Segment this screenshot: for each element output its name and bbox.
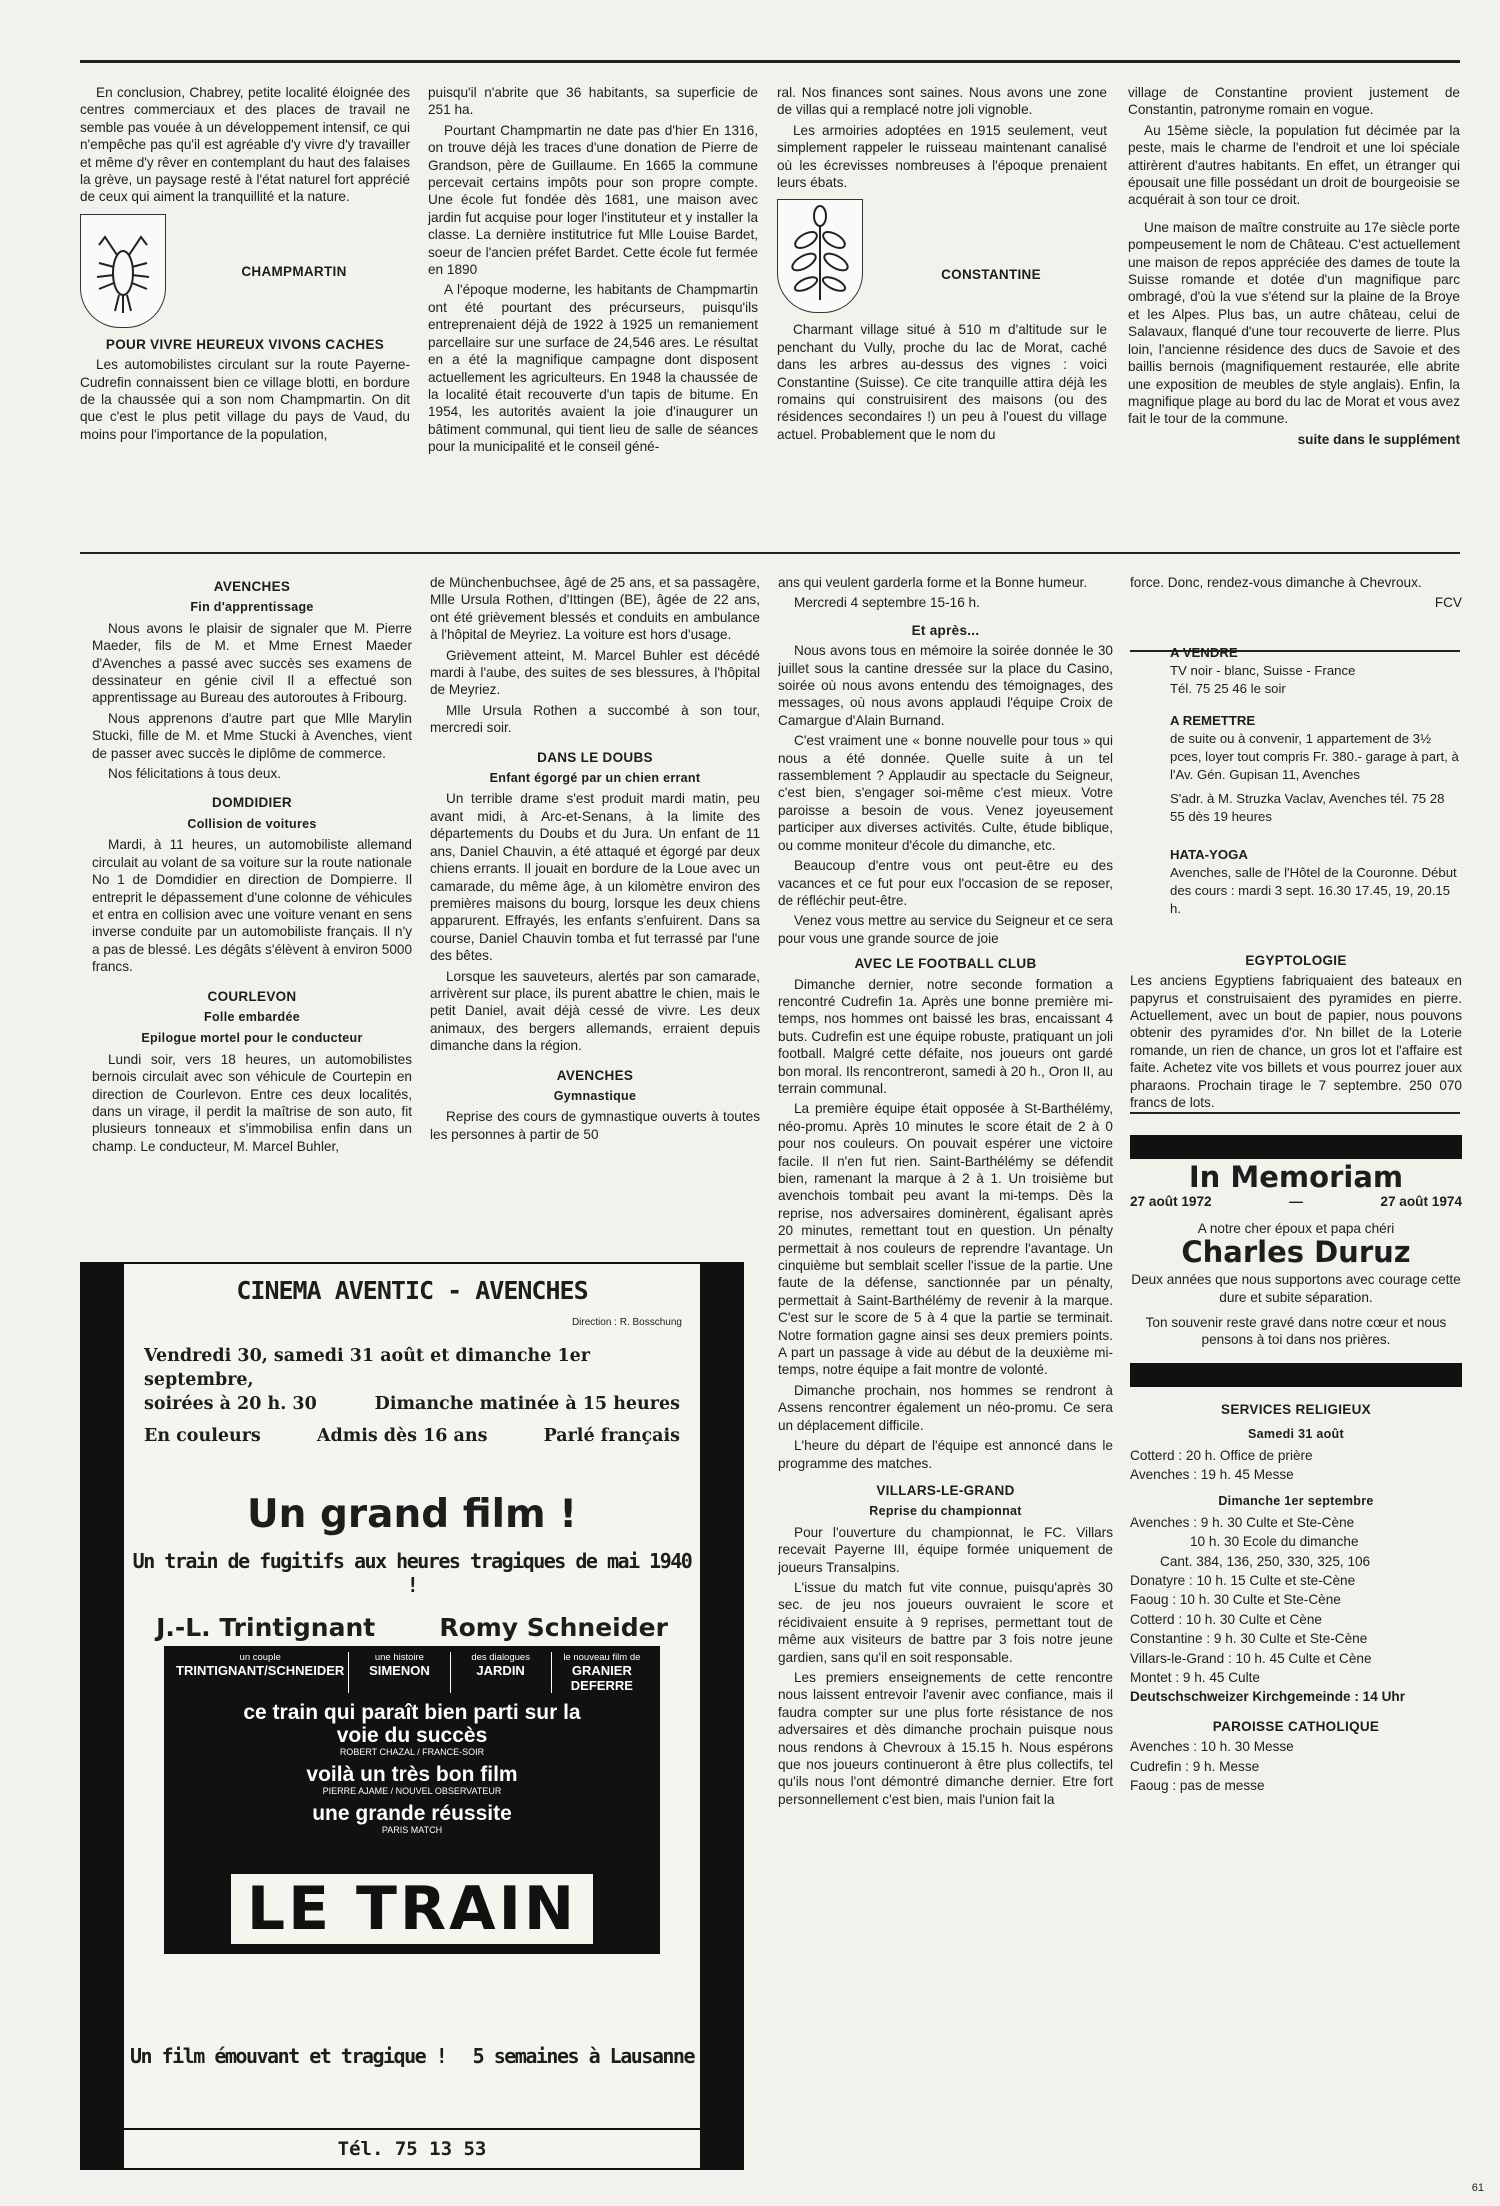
- memoriam-dash: —: [1289, 1193, 1303, 1209]
- constantine-p3: Une maison de maître construite au 17e siècle porte pompeusement le nom de Château. C'est actuellement une maison de repos appréciée des dames de toute la Suisse romande et dotée d'un magnifique parc ombragé, d'où la vue s'étend sur la plaine de la Broye et les Alpes. Plus bas, un autre château, celui de Salavaux, flanqué d'une tour recouverte de lierre. Plus loin, l'ancienne résidence des ducs de Savoie et des baillis bernois (magnifiquement restaurée, elle abrite une exposition de meubles de style anglais). Enfin, la magnifique plage au bord du lac de Morat et vous avez fait le tour de la commune.: [1128, 219, 1460, 427]
- courlevon-p4: Mlle Ursula Rothen a succombé à son tour, mercredi soir.: [430, 702, 760, 736]
- service-3: Avenches : 9 h. 30 Culte et Ste-Cène: [1130, 1514, 1355, 1530]
- constantine-intro: Charmant village situé à 510 m d'altitude sur le penchant du Vully, proche du lac de Morat, caché dans les arbres au-dessus des vignes : voici Constantine (Suisse). Ce cite tranquille attira déjà les romains qui construisirent des maisons (ou des résidences secondaires !) un peu à l'ouest du village actuel. Probablement que le nom du: [777, 322, 1107, 442]
- credit-histoire-name: SIMENON: [369, 1663, 430, 1678]
- et-apres-p3: Beaucoup d'entre vous ont peut-être eu des vacances et ce fut pour eux l'occasion de se reposer, de réfléchir peut-être.: [778, 858, 1113, 908]
- ad-a-vendre-text: TV noir - blanc, Suisse - France: [1170, 662, 1356, 678]
- service-2: Avenches : 19 h. 45 Messe: [1130, 1466, 1294, 1482]
- champmartin-headline: POUR VIVRE HEUREUX VIVONS CACHES: [105, 336, 385, 352]
- credit-realisateur-label: le nouveau film de: [563, 1652, 641, 1663]
- courlevon-p3: Grièvement atteint, M. Marcel Buhler est décédé mardi à l'aube, des suites de ses blessures, à l'hôpital de Meyriez.: [430, 647, 760, 698]
- doubs-heading: DANS LE DOUBS: [537, 749, 653, 765]
- courlevon-heading: COURLEVON: [207, 988, 297, 1004]
- villars-end: force. Donc, rendez-vous dimanche à Chevroux.: [1130, 575, 1422, 590]
- top-column-3: [777, 84, 1107, 539]
- service-6: Donatyre : 10 h. 15 Culte et ste-Cène: [1130, 1572, 1356, 1588]
- service-4: 10 h. 30 Ecole du dimanche: [1190, 1534, 1359, 1550]
- constantine-crest-row: [777, 199, 1107, 313]
- gym-p2: ans qui veulent garderla forme et la Bonne humeur.: [778, 575, 1088, 590]
- ad-a-remettre: [1170, 712, 1462, 826]
- services-dimanche: Dimanche 1er septembre: [1218, 1494, 1374, 1509]
- champmartin-p2: Pourtant Champmartin ne date pas d'hier En 1316, on trouve déjà les traces d'une donation de Pierre de Grandson, père de Guillaume. En 1665 la commune percevait certains impôts pour son propre compte. Une école fut fondée dès 1681, une maison avec jardin fut acquise pour loger l'instituteur et y installer la classe. La dernière institutrice fut Mlle Louise Bardet, soeur de l'ancien préfet Bardet. Cette école fut fermée en 1890: [428, 122, 758, 278]
- credit-dialogues-label: des dialogues: [471, 1652, 530, 1663]
- service-8: Cotterd : 10 h. 30 Culte et Cène: [1130, 1611, 1322, 1627]
- ad-actors: [124, 1613, 700, 1642]
- credit-realisateur: [552, 1652, 652, 1693]
- dates-langue: Parlé français: [543, 1426, 680, 1446]
- chabrey-conclusion: En conclusion, Chabrey, petite localité éloignée des centres commerciaux et des places de travail ne semble pas vouée à un développement intensif, ce qui n'empêche pas qu'il est agréable d'y vivre d'y travailler et même d'y rêver en contemplant du haut des falaises la grève, un paysage resté à l'état naturel fort apprécié de ceux qui aiment la tranquillité et la nature.: [80, 85, 410, 205]
- avenches-subheading: Fin d'apprentissage: [190, 600, 314, 615]
- ad-a-vendre: [1170, 644, 1462, 698]
- gym-subheading: Gymnastique: [553, 1088, 637, 1103]
- football-heading: AVEC LE FOOTBALL CLUB: [854, 956, 1037, 972]
- service-10: Villars-le-Grand : 10 h. 45 Culte et Cène: [1130, 1650, 1372, 1666]
- domdidier-p1: Mardi, à 11 heures, un automobiliste allemand circulait au volant de sa voiture sur la route nationale No 1 de Domdidier en direction de Dompierre. Il entreprit le dépassement d'une colonne de véhicules et entra en collision avec une voiture venant en sens inverse conduite par un automobiliste français. Il n'y a pas de blessé. Les dégâts s'élèvent à environ 5000 francs.: [92, 837, 412, 975]
- poster-credits: [164, 1646, 660, 1697]
- credit-dialogues-name: JARDIN: [476, 1663, 525, 1678]
- actor-2: Romy Schneider: [439, 1613, 668, 1642]
- dates-couleurs: En couleurs: [144, 1426, 261, 1446]
- egyptologie-heading: EGYPTOLOGIE: [1245, 952, 1347, 968]
- service-7: Faoug : 10 h. 30 Culte et Ste-Cène: [1130, 1592, 1341, 1608]
- ad-a-remettre-contact: S'adr. à M. Struzka Vaclav, Avenches tél. 75 28 55 dès 19 heures: [1170, 790, 1445, 824]
- quote-1-source: ROBERT CHAZAL / FRANCE-SOIR: [339, 1747, 485, 1757]
- credit-histoire-label: une histoire: [374, 1652, 424, 1663]
- villars-p1: Pour l'ouverture du championnat, le FC. Villars recevait Payerne III, équipe formée uniquement de joueurs Transalpins.: [778, 1524, 1113, 1575]
- doubs-p1: Un terrible drame s'est produit mardi matin, peu avant midi, à Arc-et-Senans, à la limite des départements du Doubs et du Jura. Un enfant de 11 ans, Daniel Chauvin, a été attaqué et égorgé par deux chiens errants. Il jouait en bordure de la Loue avec un camarade, du même âge, à un kilomètre environ des premières maisons du bourg, lorsque les deux chiens apparurent. Effrayés, les enfants s'enfuirent. Dans sa course, Daniel Chauvin tomba et fut terrassé par l'une des bêtes.: [430, 791, 760, 964]
- ad-footer: [124, 2044, 700, 2068]
- gym-schedule: Mercredi 4 septembre 15-16 h.: [794, 595, 980, 611]
- bottom-column-4: [1130, 574, 1462, 2174]
- ad-footer-left: Un film émouvant et tragique !: [130, 2044, 447, 2068]
- dates-line-3: [144, 1424, 680, 1448]
- constantine-p1: village de Constantine provient justement de Constantin, patronyme romain en vogue.: [1128, 85, 1460, 118]
- memoriam-name: Charles Duruz: [1181, 1234, 1411, 1269]
- quote-3: une grande réussite: [312, 1802, 512, 1825]
- catholique-1: Avenches : 10 h. 30 Messe: [1130, 1739, 1294, 1755]
- film-title: [164, 1874, 660, 1944]
- avenches-heading: AVENCHES: [213, 579, 291, 594]
- doubs-p2: Lorsque les sauveteurs, alertés par son camarade, arrivèrent sur place, ils purent abattre le chien, mais le petit Daniel, avait déjà cessé de vivre. Les deux animaux, des bergers allemands, erraient depuis dimanche dans la région.: [430, 968, 760, 1054]
- top-column-2: [428, 84, 758, 539]
- champmartin-crest-row: [80, 214, 410, 328]
- ad-hata-yoga: [1170, 846, 1462, 918]
- memoriam-title: In Memoriam: [1188, 1160, 1404, 1195]
- courlevon-p1: Lundi soir, vers 18 heures, un automobilistes bernois circulait avec son véhicule de Courtepin en direction de Courlevon. Entre ces deux localités, dans un virage, il perdit la maîtrise de son auto, fit plusieurs tonneaux et s'immobilisa enfin dans un champ. Le conducteur, M. Marcel Buhler,: [92, 1051, 412, 1154]
- catholique-3: Faoug : pas de messe: [1130, 1778, 1265, 1794]
- et-apres-heading: Et après...: [911, 622, 980, 638]
- constantine-title: CONSTANTINE: [941, 267, 1041, 283]
- courlevon-subheading: Folle embardée: [204, 1009, 300, 1024]
- credit-realisateur-name: GRANIER DEFERRE: [570, 1663, 633, 1693]
- quote-1: ce train qui paraît bien parti sur la voie du succès: [243, 1701, 581, 1747]
- champmartin-title: CHAMPMARTIN: [241, 263, 347, 279]
- memoriam-bar-bottom: [1130, 1363, 1462, 1387]
- catholique-2: Cudrefin : 9 h. Messe: [1130, 1758, 1260, 1774]
- ad-footer-right: 5 semaines à Lausanne: [472, 2044, 694, 2068]
- ad-inner: [124, 1264, 700, 2168]
- cinema-phone: Tél. 75 13 53: [82, 2128, 742, 2168]
- services-samedi: Samedi 31 août: [1248, 1427, 1344, 1442]
- service-9: Constantine : 9 h. 30 Culte et Ste-Cène: [1130, 1631, 1368, 1647]
- ad-tagline: Un train de fugitifs aux heures tragiques de mai 1940 !: [132, 1549, 692, 1597]
- constantine-p2: Au 15ème siècle, la population fut décimée par la peste, mais le charme de l'endroit et une loi spéciale attirèrent d'autres habitants. En effet, un étranger qui épousait une fille possédant un droit de bourgeoisie se acquérait à son tour ce droit.: [1128, 122, 1460, 208]
- screening-dates: [124, 1328, 700, 1448]
- champmartin-armoiries: Les armoiries adoptées en 1915 seulement, veut simplement rappeler le ruisseau maintenant canalisé où les écrevisses nombreuses à l'époque prenaient leurs ébats.: [777, 122, 1107, 191]
- credit-dialogues: [451, 1652, 552, 1693]
- credit-couple-label: un couple: [239, 1652, 281, 1663]
- film-title-text: LE TRAIN: [231, 1874, 593, 1944]
- quote-2-source: PIERRE AJAME / NOUVEL OBSERVATEUR: [322, 1786, 502, 1796]
- memoriam-bar: [1130, 1135, 1462, 1159]
- domdidier-heading: DOMDIDIER: [212, 795, 292, 811]
- service-1: Cotterd : 20 h. Office de prière: [1130, 1447, 1313, 1463]
- et-apres-p1: Nous avons tous en mémoire la soirée donnée le 30 juillet sous la cantine dressée sur la place du Casino, soirée où nous avons entendu des témoignages, des messages, où nous avons applaudi l'équipe Croix de Camargue d'Alain Burnand.: [778, 643, 1113, 728]
- memoriam-date-2: 27 août 1974: [1380, 1193, 1462, 1209]
- credit-couple-names: TRINTIGNANT/SCHNEIDER: [176, 1663, 345, 1678]
- champmartin-crest-icon: [80, 214, 166, 328]
- football-p2: La première équipe était opposée à St-Barthélémy, néo-promu. Après 10 minutes le score était de 2 à 0 pour nos couleurs. On pouvait espérer une victoire facile. Il n'en fut rien. Saint-Barthélémy se défendit bien, ramenant la marque à 2 à 1. Un troisième but avenchois tombait peu avant la mi-temps. Dès la reprise, nos adversaires dominèrent, égalisant après 20 minutes, remettant tout en question. Un pénalty permettait à nos couleurs de reprendre l'avantage. Un cinquième but semblait sceller l'issue de la partie. Une faute de la défense, sanctionnée par un pénalty, permettait à Saint-Barthélémy de revenir à la marque. C'est sur le score de 5 à 4 que la partie se terminait. Notre formation gagne ainsi ses deux premiers points. A part un passage à vide au début de la deuxième mi-temps, notre équipe a fait montre de volonté.: [778, 1101, 1113, 1378]
- top-column-1: [80, 84, 410, 539]
- cinema-advertisement: [80, 1262, 744, 2170]
- cinema-name: CINEMA AVENTIC - AVENCHES: [236, 1276, 588, 1305]
- catholique-heading: PAROISSE CATHOLIQUE: [1212, 1718, 1380, 1734]
- ad-headline: Un grand film !: [246, 1492, 577, 1537]
- doubs-subheading: Enfant égorgé par un chien errant: [489, 771, 701, 786]
- ad-right-bar: [700, 1264, 742, 2168]
- bottom-column-1: [92, 574, 412, 1244]
- cinema-direction: Direction : R. Bosschung: [571, 1317, 682, 1328]
- et-apres-p2: C'est vraiment une « bonne nouvelle pour tous » qui nous a été donnée. Quelle suite à un tel rassemblement ? Applaudir au spectacle du Seigneur, c'est bien, s'engager soi-même c'est mieux. Votre paroisse a besoin de vous. Venez joyeusement participer aux diverses activités. Culte, étude biblique, ou comme moniteur d'école du dimanche, etc.: [778, 733, 1113, 853]
- ad-hata-yoga-title: HATA-YOGA: [1170, 846, 1248, 862]
- service-5: Cant. 384, 136, 250, 330, 325, 106: [1160, 1553, 1371, 1569]
- middle-rule: [80, 552, 1460, 554]
- quote-3-source: PARIS MATCH: [381, 1825, 443, 1835]
- avenches-p2: Nous apprenons d'autre part que Mlle Marylin Stucki, fille de M. et Mme Stucki à Avenches, vient de passer avec succès le diplôme de commerce.: [92, 710, 412, 761]
- gym-p1: Reprise des cours de gymnastique ouverts à toutes les personnes à partir de 50: [430, 1109, 760, 1142]
- services-heading: SERVICES RELIGIEUX: [1221, 1401, 1371, 1417]
- ad-left-bar: [82, 1264, 124, 2168]
- actor-1: J.-L. Trintignant: [156, 1613, 376, 1642]
- champmartin-end: ral. Nos finances sont saines. Nous avons une zone de villas qui a remplacé notre joli vignoble.: [777, 85, 1107, 118]
- egyptologie-text: Les anciens Egyptiens fabriquaient des bateaux en papyrus et construisaient des pyramides en pierre. Actuellement, avec un bout de papier, nous pouvons obtenir des pyramides d'or. Nn billet de la Loterie romande, un rien de chance, un gros lot et l'affaire est faite. Achetez vite vos billets et vous pourrez jouer aux pharaons. Prochain tirage le 7 septembre. 250 070 francs de lots.: [1130, 973, 1462, 1111]
- dates-matinee: Dimanche matinée à 15 heures: [374, 1394, 680, 1414]
- memoriam-dedication: A notre cher époux et papa chéri: [1197, 1221, 1395, 1237]
- villars-subheading: Reprise du championnat: [869, 1504, 1022, 1519]
- ad-a-vendre-tel: Tél. 75 25 46 le soir: [1170, 680, 1286, 696]
- villars-p3: Les premiers enseignements de cette rencontre nous laissent entrevoir l'avenir avec confiance, mais il faudra compter sur une plus forte résistance de nos adversaires et dès dimanche prochain puisque nous nous rendons à Chevroux à 15.15 h. Nous espérons que nos joueurs continueront à être plus collectifs, tel qu'ils nous l'ont démontré dimanche dernier. Etre fort personnellement c'est bien, mais l'union fait la: [778, 1669, 1113, 1807]
- quote-2: voilà un très bon film: [306, 1763, 518, 1786]
- continued-note: suite dans le supplément: [1297, 431, 1460, 447]
- ad-a-remettre-title: A REMETTRE: [1170, 712, 1256, 728]
- bottom-column-3: [778, 574, 1113, 2164]
- ad-a-vendre-title: A VENDRE: [1170, 644, 1238, 660]
- avenches-p1: Nous avons le plaisir de signaler que M. Pierre Maeder, fils de M. et Mme Ernest Maeder d'Avenches a passé avec succès ses examens de dessinateur en génie civil Il a effectué son apprentissage au Bureau des autoroutes à Fribourg.: [92, 620, 412, 706]
- constantine-crest-icon: [777, 199, 863, 313]
- dates-line-2: [144, 1392, 680, 1416]
- villars-heading: VILLARS-LE-GRAND: [876, 1482, 1015, 1498]
- dates-line-1: Vendredi 30, samedi 31 août et dimanche 1er septembre,: [144, 1346, 591, 1390]
- service-11: Montet : 9 h. 45 Culte: [1130, 1670, 1260, 1685]
- memoriam-text-2: Ton souvenir reste gravé dans notre cœur et nous pensons à toi dans nos prières.: [1145, 1314, 1447, 1348]
- domdidier-subheading: Collision de voitures: [187, 816, 317, 831]
- dates-age: Admis dès 16 ans: [316, 1426, 488, 1446]
- ad-a-remettre-text: de suite ou à convenir, 1 appartement de 3½ pces, loyer tout compris Fr. 380.- garage à part, à l'Av. Gén. Gupisan 11, Avenches: [1170, 730, 1459, 782]
- film-poster: [164, 1646, 660, 1954]
- football-p4: L'heure du départ de l'équipe est annoncé dans le programme des matches.: [778, 1438, 1113, 1471]
- courlevon-subheading-2: Epilogue mortel pour le conducteur: [141, 1031, 363, 1046]
- et-apres-p4: Venez vous mettre au service du Seigneur et ce sera pour vous une grande source de joie: [778, 913, 1113, 946]
- services-religieux: [1130, 1401, 1462, 1795]
- service-12: Deutschschweizer Kirchgemeinde : 14 Uhr: [1130, 1689, 1405, 1705]
- credit-couple: [172, 1652, 349, 1693]
- bottom-column-2: [430, 574, 760, 1244]
- villars-p2: L'issue du match fut vite connue, puisqu'après 30 sec. de jeu nos joueurs ouvraient le score et récidivaient ensuite à 9 reprises, permettant tout de même aux visiteurs de battre par 3 fois notre jeune gardien, sans qu'il en soit responsable.: [778, 1579, 1113, 1665]
- page-number: 61: [1471, 2182, 1484, 2194]
- ad-hata-yoga-text: Avenches, salle de l'Hôtel de la Couronne. Début des cours : mardi 3 sept. 16.30 17.45, 19, 20.15 h.: [1170, 864, 1457, 916]
- memoriam-dates: [1130, 1193, 1462, 1210]
- champmartin-p1: puisqu'il n'abrite que 36 habitants, sa superficie de 251 ha.: [428, 85, 758, 118]
- memoriam-date-1: 27 août 1972: [1130, 1193, 1212, 1209]
- football-p3: Dimanche prochain, nos hommes se rendront à Assens rencontrer également un néo-promu. Ce sera un déplacement difficile.: [778, 1382, 1113, 1433]
- top-column-4: [1128, 84, 1460, 539]
- gym-heading: AVENCHES: [556, 1067, 634, 1083]
- football-p1: Dimanche dernier, notre seconde formation a rencontré Cudrefin 1a. Après une bonne première mi-temps, nos hommes ont baissé les bras, encaissant 4 buts. Cudrefin est une équipe robuste, pratiquant un joli football. Malgré cette défaite, nos joueurs ont gardé bon moral. Ils rencontreront, samedi à 20 h., Oron II, au terrain communal.: [778, 976, 1113, 1096]
- courlevon-p2: de Münchenbuchsee, âgé de 25 ans, et sa passagère, Mlle Ursula Rothen, d'Ittingen (BE), âgée de 22 ans, ont été grièvement blessés et conduits en ambulance à l'hôpital de Meyriez. La voiture est hors d'usage.: [430, 575, 760, 643]
- villars-signature: FCV: [1434, 595, 1462, 611]
- memoriam-text-1: Deux années que nous supportons avec courage cette dure et subite séparation.: [1131, 1272, 1461, 1305]
- avenches-p3: Nos félicitations à tous deux.: [108, 766, 282, 782]
- top-rule: [80, 60, 1460, 63]
- credit-histoire: [349, 1652, 450, 1693]
- champmartin-p3: A l'époque moderne, les habitants de Champmartin ont été pourtant des précurseurs, puisqu'ils entreprenaient déjà de 1922 à 1925 un remaniement parcellaire sur une surface de 24,546 ares. Le résultat en a été la magnifique campagne dont disposent actuellement les agriculteurs. En 1948 la chaussée de la localité était recouverte d'un tapis de bitume. En 1954, les autorités avaient la joie d'inaugurer un bâtiment communal, qui tient lieu de salle de séances pour la municipalité et le conseil géné-: [428, 282, 758, 455]
- champmartin-intro: Les automobilistes circulant sur la route Payerne-Cudrefin connaissent bien ce village blotti, en bordure de la chaussée qui a son nom Champmartin. On dit que c'est le plus petit village du pays de Vaud, du moins pour l'importance de la population,: [80, 357, 410, 442]
- dates-soirees: soirées à 20 h. 30: [144, 1394, 317, 1414]
